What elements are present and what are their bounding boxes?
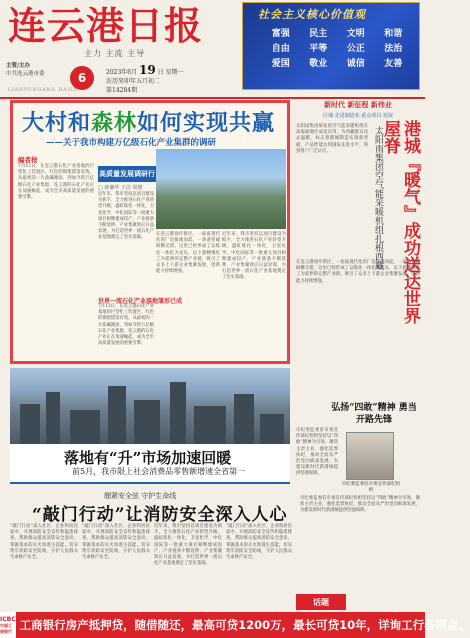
- masthead-slogan: 主力 主流 主导: [84, 49, 146, 58]
- ad-text: 工商银行房产抵押贷，随借随还，最高可贷1200万，最长可贷10年，详询工行各网点。: [19, 618, 470, 632]
- sidebar-text2: 市纪委监委驻市委宣传部纪检组坚持以“四敢”精神为引领，聚焦主责主业，强化监督执纪，推动全面从严治党向纵深发展，为建设新时代新港城提供坚强保障。: [300, 496, 420, 514]
- right-column-sub: 区域·先进制造业·重点项目·发展: [323, 113, 393, 119]
- banner-word: 公正: [346, 44, 365, 54]
- feature-col3: 在连云港徐圩新区，一座座现代化的厂房拔地而起，一条条管廊纵横交错。这里已经形成了以炼化一体化为龙头，以下游精细化工为延伸的完整产业链，吸引了众多上下游企业集聚发展，创新能力持续增强。: [156, 232, 220, 275]
- issue-number: 第14284期: [106, 87, 138, 94]
- feature-section-head: 世界一流石化产业基地雏形已成: [98, 298, 183, 305]
- main-col2: “敲门行动”深入社区、企业和居民家中，开展消防安全宣传和隐患排查，帮助群众提高消防安全意识，掌握基本的灭火和逃生技能，切实筑牢消防安全防线，守护人民群众生命财产安全。: [82, 524, 150, 561]
- sidebar-story-title: 弘扬“四敢”精神 勇当开路先锋: [331, 403, 417, 425]
- main-story-headline: “敲门行动”让消防安全深入人心: [32, 505, 288, 525]
- main-col4: “敲门行动”深入社区、企业和居民家中，开展消防安全宣传和隐患排查，帮助群众提高消防安全意识，掌握基本的灭火和逃生技能，切实筑牢消防安全防线，守护人民群众生命财产安全。: [226, 524, 292, 561]
- right-col-text2: 在连云港徐圩新区，一座座现代化的厂房拔地而起，一条条管廊纵横交错。这里已经形成了以炼化一体化为龙头，以下游精细化工为延伸的完整产业链，吸引了众多上下游企业集聚发展，创新能力持续增强。: [296, 260, 420, 284]
- feature-photo: [156, 149, 286, 229]
- date-day: 19: [139, 63, 156, 77]
- date-text: 2023年6月: [106, 69, 138, 76]
- photo-caption-title: 落地有“升”市场加速回暖: [64, 449, 232, 467]
- banner-word: 爱国: [271, 59, 290, 69]
- edition-badge: 6: [70, 66, 94, 90]
- sidebar-text1: 市纪委监委驻市委宣传部纪检组坚持以“四敢”精神为引领，聚焦主责主业，强化监督执纪，推动全面从严治党向纵深发展，为建设新时代新港城提供坚强保障。: [296, 428, 338, 477]
- banner-word: 文明: [346, 29, 365, 39]
- date-weekday: 日 星期一: [157, 69, 184, 76]
- banner-word: 诚信: [346, 59, 365, 69]
- icbc-logo: [0, 612, 16, 638]
- banner-word: 民主: [309, 29, 328, 39]
- vertical-headline: 港城『暖气』成功送达世界屋脊: [380, 120, 420, 324]
- lunar-date: 农历癸卯年五月初二: [106, 78, 161, 85]
- feature-col2: 近年来，我市坚持以项目建设为抓手，全力推进石化产业转型升级，盛虹炼化一体化、卫星化学、中化国际等一批重大项目相继建成投产，产业链条不断延伸，产业集聚效应日益显现，为打造世界一流石化产业基地奠定了坚实基础。: [98, 192, 154, 241]
- banner-word: 自由: [271, 44, 290, 54]
- banner-word: 敬业: [309, 59, 328, 69]
- icbc-logo-cn: 中国工商银行: [0, 622, 12, 634]
- masthead-rule: [0, 97, 425, 99]
- org-line2: 中共连云港市委: [6, 71, 45, 77]
- masthead-org: [6, 62, 45, 78]
- feature-col1: 7月13日，在连云港石化产业基地的巨型化工装置区，红色的钢架错落有致。从最初的一片盐碱滩涂，到如今的万亿级石化产业集群，连云港的石化产业正在加速崛起，成为全市高质量发展的重要引擎。: [18, 164, 94, 201]
- banner-title: 社会主义核心价值观: [258, 8, 366, 21]
- vertical-subheadline: 太阳雨集团空气能采暖机组扎根西藏: [373, 126, 383, 270]
- main-story-kicker: 绷紧安全弦 守护生命线: [104, 492, 177, 500]
- banner-word: 平等: [309, 44, 328, 54]
- topic-badge: 话题: [296, 594, 346, 610]
- banner-word: 法治: [384, 44, 403, 54]
- market-photo: [10, 368, 290, 444]
- headline-part: 如何实现共赢: [137, 110, 276, 136]
- main-col1: “敲门行动”深入社区、企业和居民家中，开展消防安全宣传和隐患排查，帮助群众提高消防安全意识，掌握基本的灭火和逃生技能，切实筑牢消防安全防线，守护人民群众生命财产安全。: [10, 524, 78, 561]
- author-portrait: [346, 432, 394, 480]
- icbc-logo-text: ICBC: [0, 615, 16, 623]
- masthead-title: 连云港日报: [8, 3, 204, 48]
- org-line1: 主管/主办: [6, 63, 31, 69]
- headline-part-green: 森林: [91, 110, 138, 136]
- bank-ad[interactable]: [0, 612, 470, 638]
- feature-col4: 近年来，我市坚持以项目建设为抓手，全力推进石化产业转型升级，盛虹炼化一体化、卫星化学、中化国际等一批重大项目相继建成投产，产业链条不断延伸，产业集聚效应日益显现，为打造世界一流石化产业基地奠定了坚实基础。: [222, 232, 286, 281]
- banner-words: [262, 26, 412, 69]
- feature-byline: □ 薛廉华 王洁 周德: [98, 185, 143, 191]
- banner-word: 和谐: [384, 29, 403, 39]
- banner-word: 友善: [384, 59, 403, 69]
- headline-part: 大村和: [22, 110, 92, 136]
- photo-caption-sub: 前5月，我市限上社会消费品零售额增速全省第一: [72, 467, 246, 476]
- masthead-pinyin: LIANYUNGANG DAILY: [8, 88, 78, 93]
- main-col3: 近年来，我市坚持以项目建设为抓手，全力推进石化产业转型升级，盛虹炼化一体化、卫星化学、中化国际等一批重大项目相继建成投产，产业链条不断延伸，产业集聚效应日益显现，为打造世界一流石化产业基地奠定了坚实基础。: [154, 524, 222, 567]
- feature-subtitle: ——关于我市构建万亿级石化产业集群的调研: [46, 138, 217, 148]
- feature-col5: 7月13日，在连云港石化产业基地的巨型化工装置区，红色的钢架错落有致。从最初的一片盐碱滩涂，到如今的万亿级石化产业集群，连云港的石化产业正在加速崛起，成为全市高质量发展的重要引擎。: [98, 304, 154, 347]
- portrait-caption: 市纪委监委驻市委宣传部纪检组: [341, 482, 401, 493]
- feature-tag: 高质量发展调研行: [98, 166, 156, 182]
- right-col-text: 太阳雨集团研发的空气能采暖机组在高海拔地区成功应用，为西藏群众送去温暖，标志着港城制造实现新突破，产品性能达到国际先进水平，得到用户广泛认可。: [296, 124, 368, 154]
- feature-headline: [22, 106, 275, 137]
- right-column-header: 新时代 新征程 新伟业: [324, 100, 392, 109]
- date-block: [106, 63, 184, 95]
- banner-word: 富强: [271, 29, 290, 39]
- editor-note-label: 编者按: [18, 156, 38, 164]
